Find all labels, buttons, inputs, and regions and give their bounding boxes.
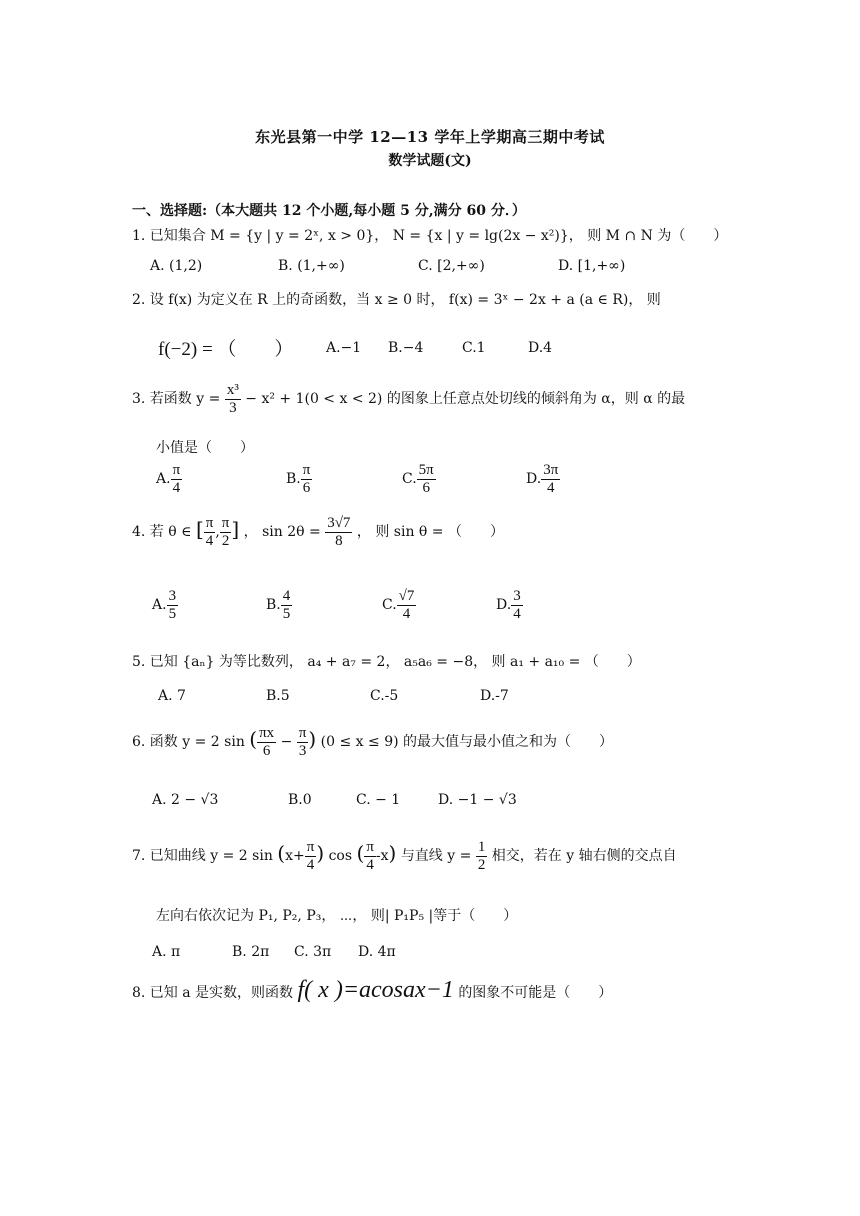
option-a[interactable]: A. (1,2): [150, 258, 203, 274]
question-6: 6. 函数 y = 2 sin ( $\frac{\pi x}{6}$ − $\frac{\pi}{3}$ ) (0 ≤ x ≤ 9) 的最大值与最小值之和为（ ）: [132, 725, 614, 759]
question-1-stem: 1. 已知集合 M = {y | y = 2ˣ, x > 0}， N = {x | y = lg(2x − x²)}， 则 M ∩ N 为（ ）: [132, 228, 728, 244]
question-7: 7. 已知曲线 y = 2 sin (x+ $\frac{\pi}{4}$ ) cos ( $\frac{\pi}{4}$ -x) 与直线 y = $\frac{1}{2}$ 相交，若在 y 轴右侧的交点自: [132, 839, 677, 873]
question-8-formula: f( x )=acosax−1: [297, 977, 454, 1003]
question-7-half: $\frac{1}{2}$: [477, 839, 486, 873]
question-4-stem-post: ， 则 sin θ = （ ）: [356, 524, 504, 540]
question-4-stem-mid: ， sin 2θ =: [243, 524, 321, 540]
option-b[interactable]: B.−4: [388, 340, 424, 356]
question-4-stem-pre: 4. 若 θ ∈: [132, 524, 192, 540]
question-3-stem2: 小值是（ ）: [156, 440, 254, 456]
question-7-stem-pre: 7. 已知曲线 y = 2 sin: [132, 848, 273, 864]
option-c[interactable]: C.1: [462, 340, 486, 356]
question-6-stem-post: (0 ≤ x ≤ 9) 的最大值与最小值之和为（ ）: [320, 734, 614, 750]
option-d[interactable]: D.4: [528, 340, 553, 356]
question-4: 4. 若 θ ∈ [ $\frac{\pi}{4}$ , $\frac{\pi}{2}$ ] ， sin 2θ = $\frac{3√7}{8}$ ， 则 sin θ = （ ）: [132, 515, 504, 549]
option-a[interactable]: A. $\frac{3}{5}$: [152, 588, 177, 622]
option-b[interactable]: B. $\frac{\pi}{6}$: [286, 462, 311, 496]
option-a[interactable]: A. 7: [158, 688, 186, 704]
question-5: [132, 652, 641, 673]
option-b[interactable]: B.5: [266, 688, 290, 704]
option-d[interactable]: D. $\frac{3\pi}{4}$: [526, 462, 559, 496]
option-b[interactable]: B. (1,+∞): [278, 258, 345, 274]
option-c[interactable]: C. $\frac{√7}{4}$: [382, 588, 415, 622]
option-b[interactable]: B. $\frac{4}{5}$: [266, 588, 291, 622]
question-7-line2: [156, 906, 517, 927]
question-2: [132, 290, 661, 311]
option-b[interactable]: B. 2π: [232, 944, 270, 960]
section-heading: 一、选择题:（本大题共 12 个小题,每小题 5 分,满分 60 分．）: [132, 203, 526, 219]
option-b[interactable]: B.0: [288, 792, 312, 808]
option-d[interactable]: D.-7: [480, 688, 509, 704]
question-7-stem-post: 与直线 y =: [400, 848, 472, 864]
option-d[interactable]: D. −1 − √3: [438, 792, 517, 808]
option-c[interactable]: C.-5: [370, 688, 399, 704]
option-c[interactable]: C. [2,+∞): [418, 258, 485, 274]
question-2-stem2: f(−2) = （ ）: [158, 339, 294, 360]
option-a[interactable]: A. π: [152, 944, 181, 960]
option-a[interactable]: A.−1: [326, 340, 362, 356]
question-3-stem-pre: 3. 若函数 y =: [132, 391, 221, 407]
question-3: [132, 382, 685, 416]
question-3-stem-post: − x² + 1(0 < x < 2) 的图象上任意点处切线的倾斜角为 α，则 α 的最: [245, 391, 686, 407]
option-d[interactable]: D. [1,+∞): [558, 258, 626, 274]
question-7-stem2: 左向右依次记为 P₁, P₂, P₃， ⋯， 则| P₁P₅ |等于（ ）: [156, 908, 518, 924]
question-4-rhs: $\frac{3√7}{8}$: [327, 515, 351, 549]
question-1: [132, 226, 727, 247]
question-7-stem-mid: cos: [328, 848, 353, 864]
option-c[interactable]: C. 3π: [294, 944, 332, 960]
question-8-stem-post: 的图象不可能是（ ）: [458, 985, 613, 1001]
question-8-stem-pre: 8. 已知 a 是实数，则函数: [132, 985, 294, 1001]
exam-title: 东光县第一中学 12—13 学年上学期高三期中考试: [255, 128, 605, 146]
option-d[interactable]: D. 4π: [358, 944, 396, 960]
question-7-stem-tail: 相交，若在 y 轴右侧的交点自: [491, 848, 677, 864]
question-6-stem-pre: 6. 函数 y = 2 sin: [132, 734, 245, 750]
question-3-line2: [156, 438, 254, 459]
question-3-fraction: $\frac{\text{x³}}{3}$: [226, 382, 239, 416]
option-c[interactable]: C. $\frac{5\pi}{6}$: [402, 462, 434, 496]
option-c[interactable]: C. − 1: [356, 792, 401, 808]
question-2-stem: 2. 设 f(x) 为定义在 R 上的奇函数，当 x ≥ 0 时， f(x) = 3ˣ − 2x + a (a ∈ R)， 则: [132, 292, 661, 308]
option-d[interactable]: D. $\frac{3}{4}$: [496, 588, 521, 622]
option-a[interactable]: A. $\frac{\pi}{4}$: [156, 462, 181, 496]
question-8: [132, 972, 612, 1008]
question-5-stem: 5. 已知 {aₙ} 为等比数列， a₄ + a₇ = 2， a₅a₆ = −8， 则 a₁ + a₁₀ = （ ）: [132, 654, 641, 670]
exam-subtitle: 数学试题(文): [388, 153, 472, 169]
question-2-line2: [158, 336, 293, 365]
option-a[interactable]: A. 2 − √3: [152, 792, 219, 808]
